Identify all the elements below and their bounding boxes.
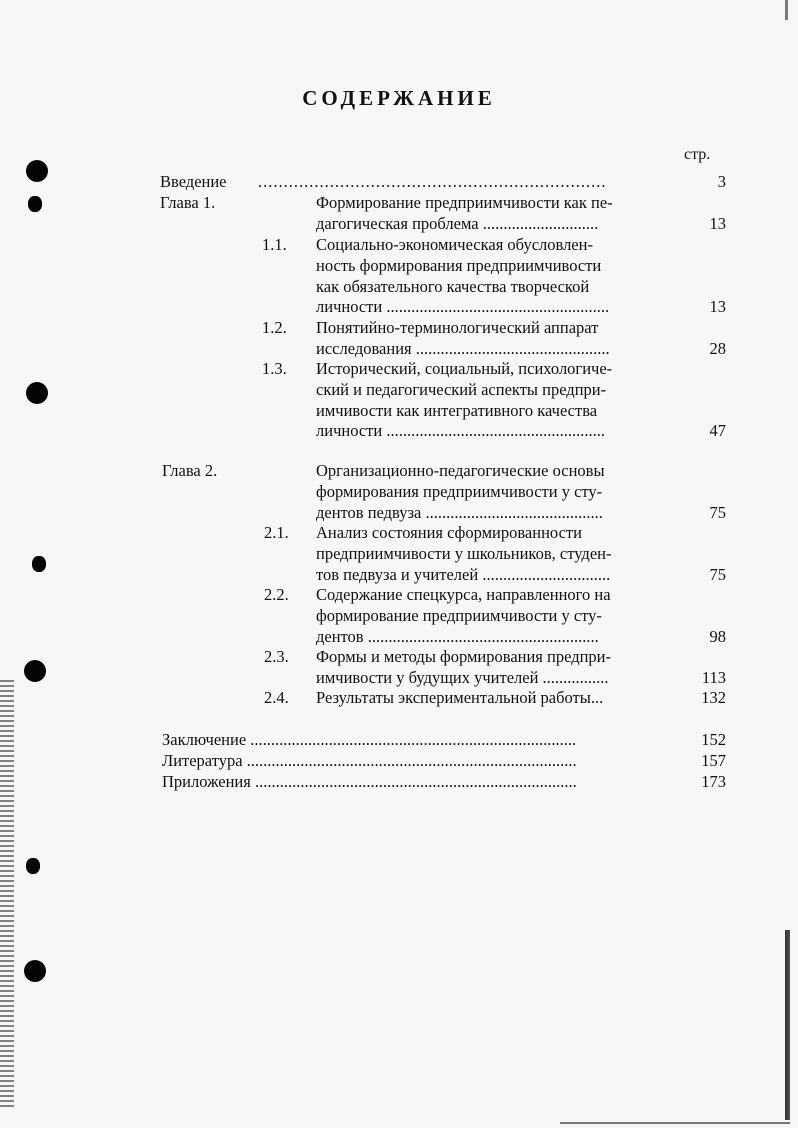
page-column-label: стр.: [684, 146, 711, 163]
toc-page-number: 28: [709, 338, 726, 358]
toc-text-line: ский и педагогический аспекты предпри-: [316, 379, 607, 399]
toc-text-line: Понятийно-терминологический аппарат: [316, 318, 599, 337]
toc-page-number: 47: [709, 421, 726, 441]
toc-entry-text: [162, 772, 668, 793]
toc-page-number: 75: [709, 564, 726, 584]
punch-hole-mark: [24, 960, 46, 982]
toc-text-line: формирования предприимчивости у сту-: [316, 481, 603, 501]
toc-page-number: 132: [701, 688, 726, 707]
toc-text-line: Содержание спецкурса, направленного на: [316, 585, 611, 604]
toc-page-number: 13: [709, 213, 726, 233]
toc-page-number: 157: [701, 751, 726, 770]
toc-leader-dots: ....................................................................: [258, 172, 607, 191]
toc-text-line: Социально-экономическая обусловлен-: [316, 235, 593, 254]
toc-text-line: Приложения ..............................................................................: [162, 772, 577, 791]
toc-text-line: Результаты экспериментальной работы...: [316, 688, 604, 707]
toc-section-number: 1.1.: [262, 235, 287, 254]
toc-text-line: как обязательного качества творческой: [316, 276, 590, 296]
punch-hole-mark: [26, 858, 40, 874]
scan-edge-mark: [785, 0, 788, 20]
toc-entry-label: Введение: [160, 172, 227, 191]
toc-section-number: 2.1.: [264, 523, 289, 542]
toc-text-line: тов педвуза и учителей ...............................: [316, 564, 611, 584]
toc-text-line: Заключение ...............................................................................: [162, 730, 577, 749]
scan-edge-shadow: [785, 930, 790, 1120]
toc-text-line: предприимчивости у школьников, студен-: [316, 543, 612, 563]
punch-hole-mark: [32, 556, 46, 572]
toc-text-line: Формы и методы формирования предпри-: [316, 647, 612, 666]
toc-section-number: 1.3.: [262, 359, 287, 378]
toc-entry-text: [316, 523, 666, 585]
toc-entry-text: [316, 193, 666, 235]
toc-text-line: дагогическая проблема ............................: [316, 213, 599, 233]
toc-page-number: 113: [701, 667, 726, 687]
toc-text-line: формирование предприимчивости у сту-: [316, 605, 602, 625]
page-title: СОДЕРЖАНИЕ: [302, 86, 496, 110]
toc-page-number: 3: [717, 172, 726, 191]
toc-page-number: 98: [709, 626, 726, 646]
toc-text-line: личности .....................................................: [316, 421, 605, 441]
toc-text-line: дентов ........................................................: [316, 626, 599, 646]
toc-entry-text: [316, 585, 666, 647]
toc-text-line: Анализ состояния сформированности: [316, 523, 582, 542]
toc-page-number: 13: [709, 297, 726, 317]
toc-text-line: ность формирования предприимчивости: [316, 255, 602, 275]
toc-section-number: 2.2.: [264, 585, 289, 604]
toc-entry-text: [316, 359, 666, 442]
toc-entry-text: [162, 751, 668, 772]
toc-text-line: имчивости у будущих учителей ................: [316, 667, 609, 687]
toc-entry-text: [316, 318, 666, 360]
toc-page-number: 75: [709, 502, 726, 522]
scan-edge-shadow: [0, 680, 14, 1110]
punch-hole-mark: [28, 196, 42, 212]
toc-section-number: 1.2.: [262, 318, 287, 337]
toc-chapter-label: Глава 1.: [160, 193, 216, 212]
toc-section-number: 2.3.: [264, 647, 289, 666]
toc-entry-text: [316, 688, 666, 709]
toc-page-number: 152: [701, 730, 726, 749]
toc-text-line: личности ......................................................: [316, 297, 610, 317]
punch-hole-mark: [24, 660, 46, 682]
toc-text-line: Литература ................................................................................: [162, 751, 577, 770]
toc-text-line: исследования ...............................................: [316, 338, 610, 358]
toc-text-line: имчивости как интегративного качества: [316, 400, 598, 420]
toc-chapter-label: Глава 2.: [162, 461, 218, 480]
toc-text-line: Формирование предприимчивости как пе-: [316, 193, 613, 212]
toc-entry-text: [316, 235, 666, 318]
punch-hole-mark: [26, 382, 48, 404]
toc-text-line: Исторический, социальный, психологиче-: [316, 359, 613, 378]
toc-text-line: Организационно-педагогические основы: [316, 461, 605, 480]
toc-entry-text: [316, 461, 666, 523]
toc-text-line: дентов педвуза ...........................................: [316, 502, 603, 522]
toc-section-number: 2.4.: [264, 688, 289, 707]
punch-hole-mark: [26, 160, 48, 182]
toc-entry-text: [316, 647, 666, 689]
toc-page-number: 173: [701, 772, 726, 791]
scan-edge-mark: [560, 1122, 790, 1124]
toc-entry-text: [162, 730, 668, 751]
